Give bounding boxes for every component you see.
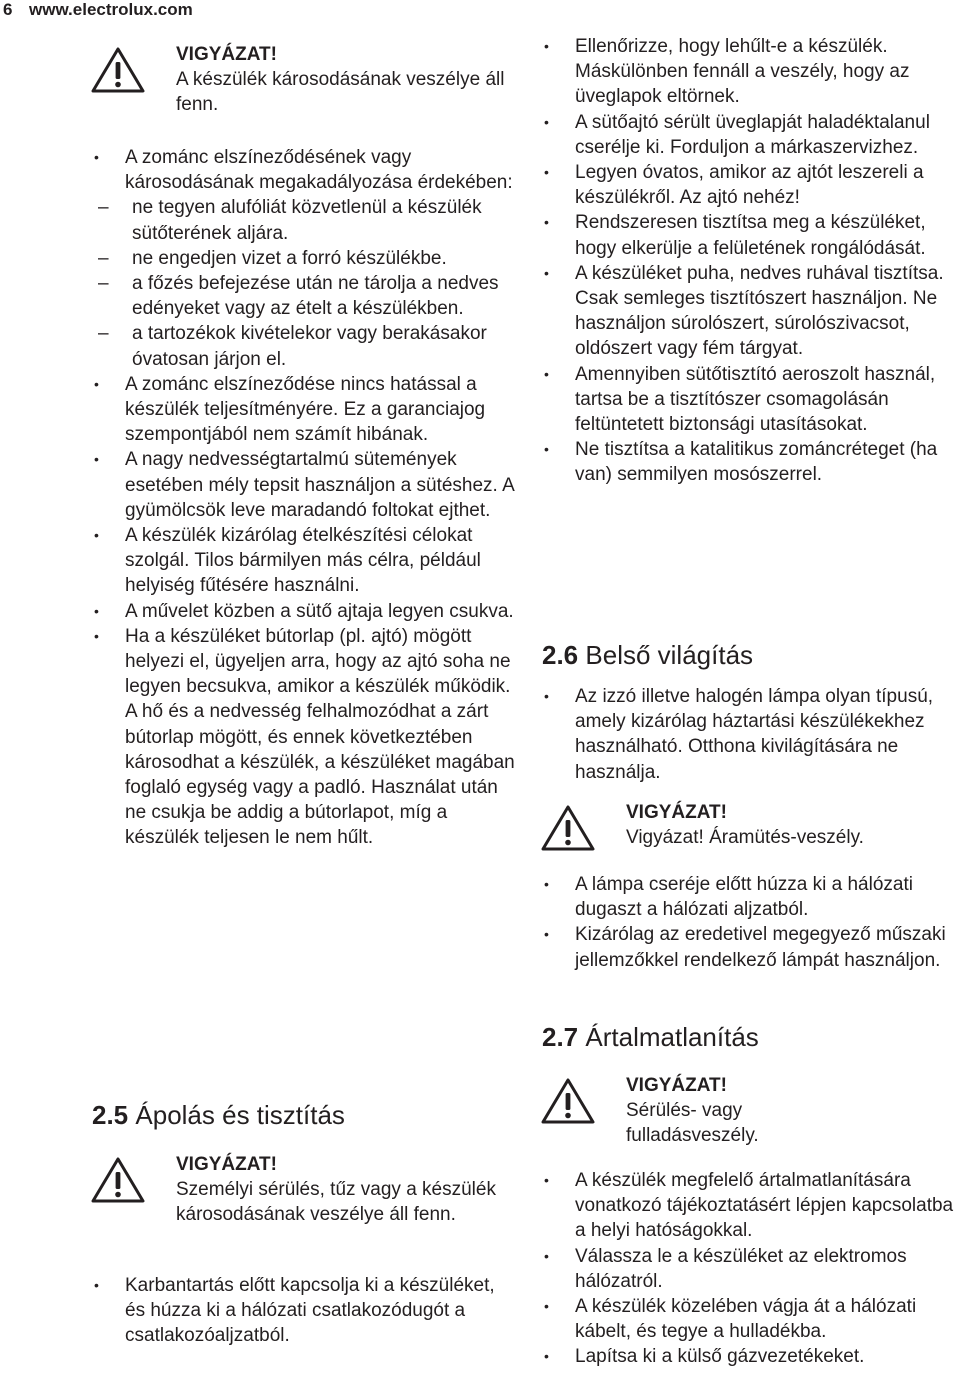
sub-list-item: – ne tegyen alufóliát közvetlenül a készülék sütőterének aljára.: [90, 195, 515, 245]
header-url: www.electrolux.com: [29, 0, 193, 19]
list-item: • Kizárólag az eredetivel megegyező műszaki jellemzőkkel rendelkező lámpát használjon.: [540, 922, 960, 972]
warning-triangle-icon: [540, 1077, 596, 1125]
lamp-list: [540, 872, 960, 973]
section-title: Ápolás és tisztítás: [135, 1100, 345, 1130]
list-item: • Ellenőrizze, hogy lehűlt-e a készülék. Máskülönben fennáll a veszély, hogy az üveglapok eltörnek.: [540, 34, 960, 110]
list-item: • Az izzó illetve halogén lámpa olyan típusú, amely kizárólag háztartási készülékekhez használható. Otthona kivilágítására ne használja.: [540, 684, 960, 785]
list-item: • Rendszeresen tisztítsa meg a készüléket, hogy elkerülje a felületének rongálódását.: [540, 210, 960, 260]
warning-triangle-icon: [90, 1156, 146, 1204]
list-item: • A lámpa cseréje előtt húzza ki a hálózati dugaszt a hálózati aljzatból.: [540, 872, 960, 922]
section-title: Belső világítás: [585, 640, 754, 670]
cleaning-list: [540, 34, 960, 488]
page-number: 6: [3, 0, 13, 19]
disposal-list: [540, 1168, 960, 1370]
warning-title: VIGYÁZAT!: [626, 802, 727, 823]
section-number: 2.7: [542, 1022, 579, 1052]
list-item: • Ne tisztítsa a katalitikus zománcréteget (ha van) semmilyen mosószerrel.: [540, 437, 960, 487]
warning-block: [540, 1073, 960, 1149]
list-item: • A művelet közben a sütő ajtaja legyen csukva.: [90, 599, 515, 624]
sub-list-item: – a tartozékok kivételekor vagy berakásakor óvatosan járjon el.: [90, 321, 515, 371]
maintenance-list: [90, 1273, 515, 1349]
warning-text: Vigyázat! Áramütés-veszély.: [626, 827, 864, 849]
warning-triangle-icon: [540, 804, 596, 852]
list-item: • A készüléket puha, nedves ruhával tisztítsa. Csak semleges tisztítószert használjon. Ne használjon súrolószert, súrolószivacsot, oldószert vagy fém tárgyat.: [540, 261, 960, 362]
warning-title: VIGYÁZAT!: [176, 44, 277, 65]
section-title: Ártalmatlanítás: [585, 1022, 759, 1052]
warning-triangle-icon: [90, 46, 146, 94]
lighting-list: [540, 684, 960, 785]
warning-text: Személyi sérülés, tűz vagy a készülék károsodásának veszélye áll fenn.: [176, 1179, 496, 1226]
section-heading: [542, 1022, 759, 1052]
safety-list: [90, 145, 515, 851]
list-item: • Amennyiben sütőtisztító aeroszolt használ, tartsa be a tisztítószer csomagolásán feltüntetett biztonsági utasításokat.: [540, 362, 960, 438]
sub-list-item: – a főzés befejezése után ne tárolja a nedves edényeket vagy az ételt a készülékben.: [90, 271, 515, 321]
sub-list-item: – ne engedjen vizet a forró készülékbe.: [90, 246, 515, 271]
section-number: 2.6: [542, 640, 579, 670]
list-item: • A készülék közelében vágja át a hálózati kábelt, és tegye a hulladékba.: [540, 1294, 960, 1344]
warning-block: [540, 800, 960, 850]
section-heading: [542, 640, 753, 670]
list-item: • Válassza le a készüléket az elektromos hálózatról.: [540, 1244, 960, 1294]
list-item: • A nagy nedvességtartalmú sütemények esetében mély tepsit használjon a sütéshez. A gyümölcsök leve maradandó foltokat ejthet.: [90, 447, 515, 523]
section-number: 2.5: [92, 1100, 129, 1130]
sub-list: [90, 195, 515, 371]
list-item: • A készülék megfelelő ártalmatlanítására vonatkozó tájékoztatásért lépjen kapcsolatba a helyi hatóságokkal.: [540, 1168, 960, 1244]
list-item: • A zománc elszíneződése nincs hatással a készülék teljesítményére. Ez a garanciajog szempontjából nem számít hibának.: [90, 372, 515, 448]
list-item: • A zománc elszíneződésének vagy károsodásának megakadályozása érdekében: – ne tegyen alufóliát közvetlenül a készülék sütőterének aljára. – ne engedjen vizet a forró készülékbe. – a főzés befejezése után ne tárolja a nedves edényeket vagy az ételt a készülékben. – a tartozékok kivételekor vagy berakásakor óvatosan járjon el.: [90, 145, 515, 372]
warning-text: A készülék károsodásának veszélye áll fenn.: [176, 69, 505, 116]
list-item: • A sütőajtó sérült üveglapját haladéktalanul cserélje ki. Forduljon a márkaszervizhez.: [540, 110, 960, 160]
list-item: • Legyen óvatos, amikor az ajtót leszereli a készülékről. Az ajtó nehéz!: [540, 160, 960, 210]
warning-text: Sérülés- vagy fulladásveszély.: [626, 1100, 759, 1147]
list-item: • A készülék kizárólag ételkészítési célokat szolgál. Tilos bármilyen más célra, például helyiség fűtésére használni.: [90, 523, 515, 599]
warning-block: [90, 1152, 515, 1228]
section-heading: [92, 1100, 345, 1130]
list-item: • Karbantartás előtt kapcsolja ki a készüléket, és húzza ki a hálózati csatlakozódugót a csatlakozóaljzatból.: [90, 1273, 515, 1349]
list-item: • Lapítsa ki a külső gázvezetékeket.: [540, 1344, 960, 1369]
warning-block: [90, 42, 515, 118]
warning-title: VIGYÁZAT!: [176, 1154, 277, 1175]
list-item: • Ha a készüléket bútorlap (pl. ajtó) mögött helyezi el, ügyeljen arra, hogy az ajtó soha ne legyen becsukva, amikor a készülék működik. A hő és a nedvesség felhalmozódhat a zárt bútorlap mögött, és ennek következtében károsodhat a készülék, a készüléket magában foglaló egység vagy a padló. Használat után ne csukja be addig a bútorlapot, míg a készülék teljesen le nem hűlt.: [90, 624, 515, 851]
warning-title: VIGYÁZAT!: [626, 1075, 727, 1096]
